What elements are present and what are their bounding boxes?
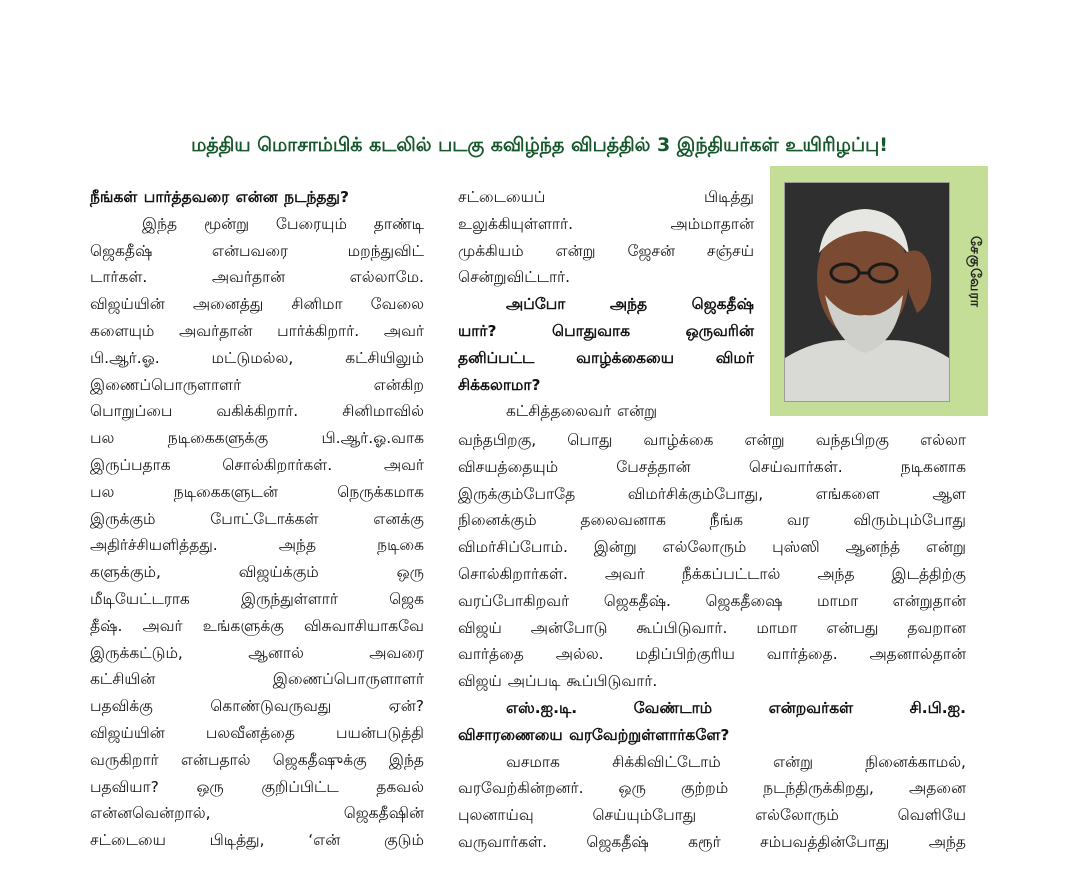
middle-column-body: [458, 184, 754, 291]
text-line: வந்தபிறகு, பொது வாழ்க்கை என்று வந்தபிறகு எல்லா: [458, 431, 966, 449]
interview-question-2: [458, 291, 754, 398]
text-line: என்னவென்றால், ஜெகதீஷின்: [90, 804, 424, 823]
question-line: விசாரணையை வரவேற்றுள்ளார்களே?: [458, 725, 730, 744]
text-line: இருக்கும்போதே விமர்சிக்கும்போது, எங்களை ஆள: [458, 484, 966, 503]
text-line: பதவிக்கு கொண்டுவருவது ஏன்?: [90, 697, 424, 716]
text-line: வசமாக சிக்கிவிட்டோம் என்று நினைக்காமல்,: [506, 752, 966, 771]
text-line: பதவியா? ஒரு குறிப்பிட்ட தகவல்: [90, 777, 424, 796]
text-line: கட்சியின் இணைப்பொருளாளர்: [90, 670, 424, 689]
portrait-photo: [784, 182, 950, 402]
text-line: பல நடிகைகளுக்கு பி.ஆர்.ஓ.வாக: [90, 429, 424, 448]
text-line: இந்த மூன்று பேரையும் தாண்டி: [142, 214, 424, 233]
text-line: பல நடிகைகளுடன் நெருக்கமாக: [90, 482, 424, 501]
article-headline: மத்திய மொசாம்பிக் கடலில் படகு கவிழ்ந்த விபத்தில் 3 இந்தியர்கள் உயிரிழப்பு!: [191, 134, 888, 156]
text-line: ஜெகதீஷ் என்பவரை மறந்துவிட்: [90, 241, 424, 260]
text-line: முக்கியம் என்று ஜேசன் சஞ்சய்: [458, 241, 754, 260]
text-line: வரப்போகிறவர் ஜெகதீஷ். ஜெகதீஷை மாமா என்றுதான்: [458, 591, 966, 610]
question-line: சிக்கலாமா?: [458, 375, 541, 394]
question-line: தனிப்பட்ட வாழ்க்கையை விமர்: [458, 348, 754, 367]
text-line: விமர்சிப்போம். இன்று எல்லோரும் புஸ்ஸி ஆனந்த் என்று: [458, 538, 966, 557]
text-line: விஜய் அப்படி கூப்பிடுவார்.: [458, 672, 658, 691]
text-line: களுக்கும், விஜய்க்கும் ஒரு: [90, 563, 424, 582]
lower-answer-body: [458, 749, 966, 856]
text-line: புலனாய்வு செய்யும்போது எல்லோரும் வெளியே: [458, 806, 966, 825]
text-line: தீஷ். அவர் உங்களுக்கு விசுவாசியாகவே: [90, 616, 424, 635]
interview-question-3: [458, 695, 966, 749]
text-line: மீடியேட்டராக இருந்துள்ளார் ஜெக: [90, 589, 424, 608]
text-line: சென்றுவிட்டார்.: [458, 268, 571, 287]
lower-column: [458, 427, 966, 856]
text-line: களையும் அவர்தான் பார்க்கிறார். அவர்: [90, 321, 424, 340]
text-line: பி.ஆர்.ஓ. மட்டுமல்ல, கட்சியிலும்: [90, 348, 424, 367]
text-line: சட்டையை பிடித்து, ‘என் குடும்: [90, 831, 424, 850]
question-line: அப்போ அந்த ஜெகதீஷ்: [506, 295, 754, 314]
photo-caption: சேகுவேரா: [967, 236, 983, 308]
text-line: பொறுப்பை வகிக்கிறார். சினிமாவில்: [90, 402, 424, 421]
question-line: எஸ்.ஐ.டி. வேண்டாம் என்றவர்கள் சி.பி.ஐ.: [506, 698, 966, 717]
left-column-body: [90, 211, 424, 854]
text-line: வரவேற்கின்றனர். ஒரு குற்றம் நடந்திருக்கிறது, அதனை: [458, 779, 966, 798]
text-line: விஜய்யின் அனைத்து சினிமா வேலை: [90, 295, 424, 314]
middle-column: [458, 184, 754, 425]
question-line: யார்? பொதுவாக ஒருவரின்: [458, 321, 754, 340]
text-line: இருப்பதாக சொல்கிறார்கள். அவர்: [90, 455, 424, 474]
text-line: வார்த்தை அல்ல. மதிப்பிற்குரிய வார்த்தை. அதனால்தான்: [458, 645, 966, 664]
text-line: அதிர்ச்சியளித்தது. அந்த நடிகை: [90, 536, 424, 555]
text-line: இருக்கும் போட்டோக்கள் எனக்கு: [90, 509, 424, 528]
text-line: வருகிறார் என்பதால் ஜெகதீஷுக்கு இந்த: [90, 750, 424, 769]
photo-frame: [770, 166, 988, 416]
text-line: வருவார்கள். ஜெகதீஷ் கரூர் சம்பவத்தின்போது அந்த: [458, 832, 966, 851]
text-line: விசயத்தையும் பேசத்தான் செய்வார்கள். நடிகனாக: [458, 457, 966, 476]
text-line: நினைக்கும் தலைவனாக நீங்க வர விரும்பும்போது: [458, 511, 966, 530]
text-line: சொல்கிறார்கள். அவர் நீக்கப்பட்டால் அந்த இடத்திற்கு: [458, 564, 966, 583]
text-line: டார்கள். அவர்தான் எல்லாமே.: [90, 268, 424, 287]
interview-question: நீங்கள் பார்த்தவரை என்ன நடந்தது?: [90, 188, 349, 206]
text-line: சட்டையைப் பிடித்து: [458, 188, 754, 206]
text-line: விஜய்யின் பலவீனத்தை பயன்படுத்தி: [90, 723, 424, 742]
text-line: விஜய் அன்போடு கூப்பிடுவார். மாமா என்பது தவறான: [458, 618, 966, 637]
text-line: உலுக்கியுள்ளார். அம்மாதான்: [458, 214, 754, 233]
text-line: இணைப்பொருளாளர் என்கிற: [90, 375, 424, 394]
text-line: இருக்கட்டும், ஆனால் அவரை: [90, 643, 424, 662]
answer-start: கட்சித்தலைவர் என்று: [506, 402, 658, 421]
lower-column-body: [458, 427, 966, 695]
left-column: [90, 184, 424, 854]
